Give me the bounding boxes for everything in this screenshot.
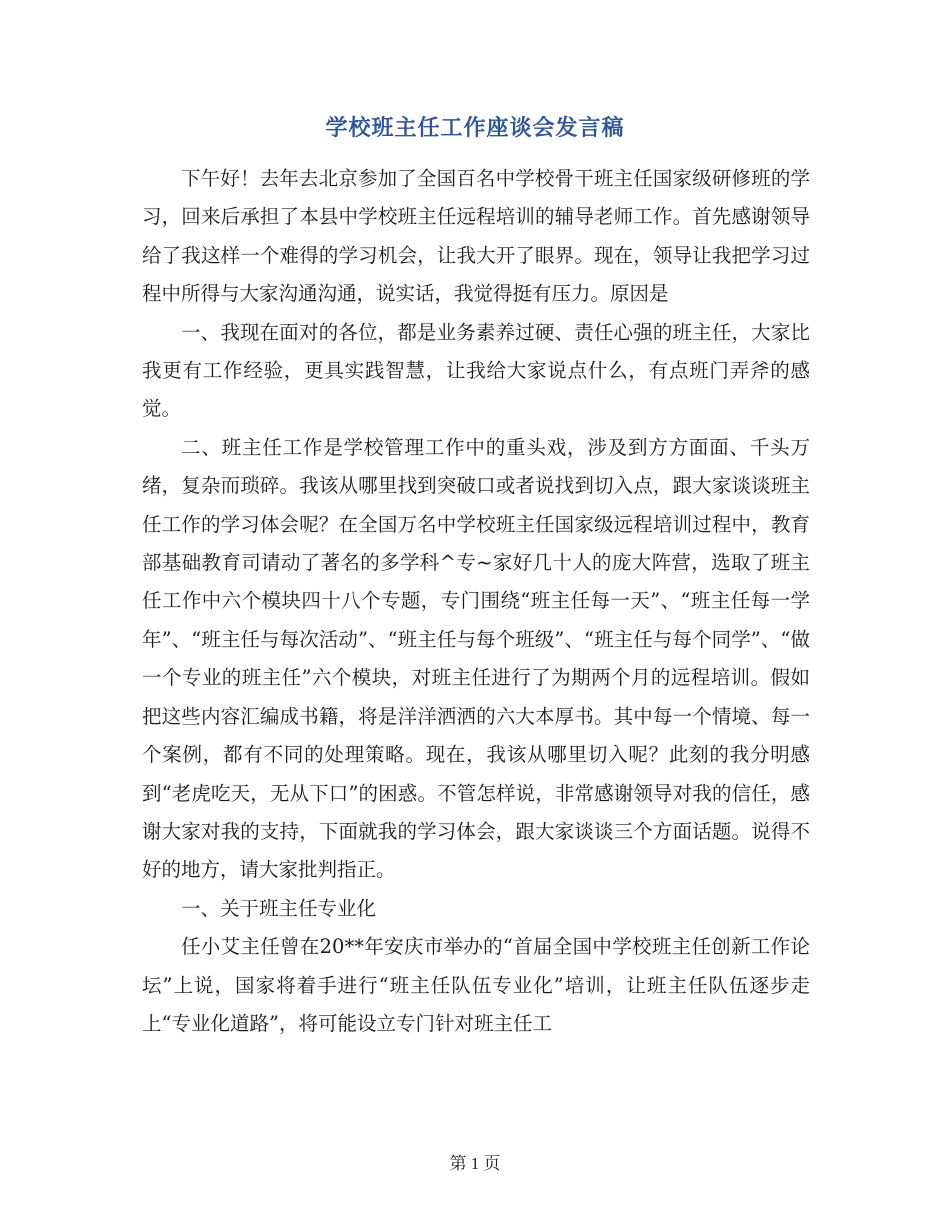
page-number: 第 1 页 [449, 1154, 501, 1173]
paragraph-reason-one: 一、我现在面对的各位，都是业务素养过硬、责任心强的班主任，大家比我更有工作经验，更具实践智慧，让我给大家说点什么，有点班门弄斧的感觉。 [142, 320, 810, 421]
paragraph-reason-two: 二、班主任工作是学校管理工作中的重头戏，涉及到方方面面、千头万绪，复杂而琐碎。我该从哪里找到突破口或者说找到切入点，跟大家谈谈班主任工作的学习体会呢？在全国万名中学校班主任国家级远程培训过程中，教育部基础教育司请动了著名的多学科^专~家好几十人的庞大阵营，选取了班主任工作中六个模块四十八个专题，专门围绕“班主任每一天”、“班主任每一学年”、“班主任与每次活动”、“班主任与每个班级”、“班主任与每个同学”、“做一个专业的班主任”六个模块，对班主任进行了为期两个月的远程培训。假如把这些内容汇编成书籍，将是洋洋洒洒的六大本厚书。其中每一个情境、每一个案例，都有不同的处理策略。现在，我该从哪里切入呢？此刻的我分明感到“老虎吃天，无从下口”的困惑。不管怎样说，非常感谢领导对我的信任，感谢大家对我的支持，下面就我的学习体会，跟大家谈谈三个方面话题。说得不好的地方，请大家批判指正。 [142, 435, 810, 882]
paragraph-professionalization: 任小艾主任曾在20**年安庆市举办的“首届全国中学校班主任创新工作论坛”上说，国家将着手进行“班主任队伍专业化”培训，让班主任队伍逐步走上“专业化道路”，将可能设立专门针对班主任工 [142, 935, 810, 1035]
document-body [142, 160, 810, 1043]
section-heading-professionalization: 一、关于班主任专业化 [181, 896, 377, 920]
document-title: 学校班主任工作座谈会发言稿 [325, 115, 625, 141]
paragraph-greeting: 下午好！去年去北京参加了全国百名中学校骨干班主任国家级研修班的学习，回来后承担了本县中学校班主任远程培训的辅导老师工作。首先感谢领导给了我这样一个难得的学习机会，让我大开了眼界。现在，领导让我把学习过程中所得与大家沟通沟通，说实话，我觉得挺有压力。原因是 [142, 167, 810, 306]
